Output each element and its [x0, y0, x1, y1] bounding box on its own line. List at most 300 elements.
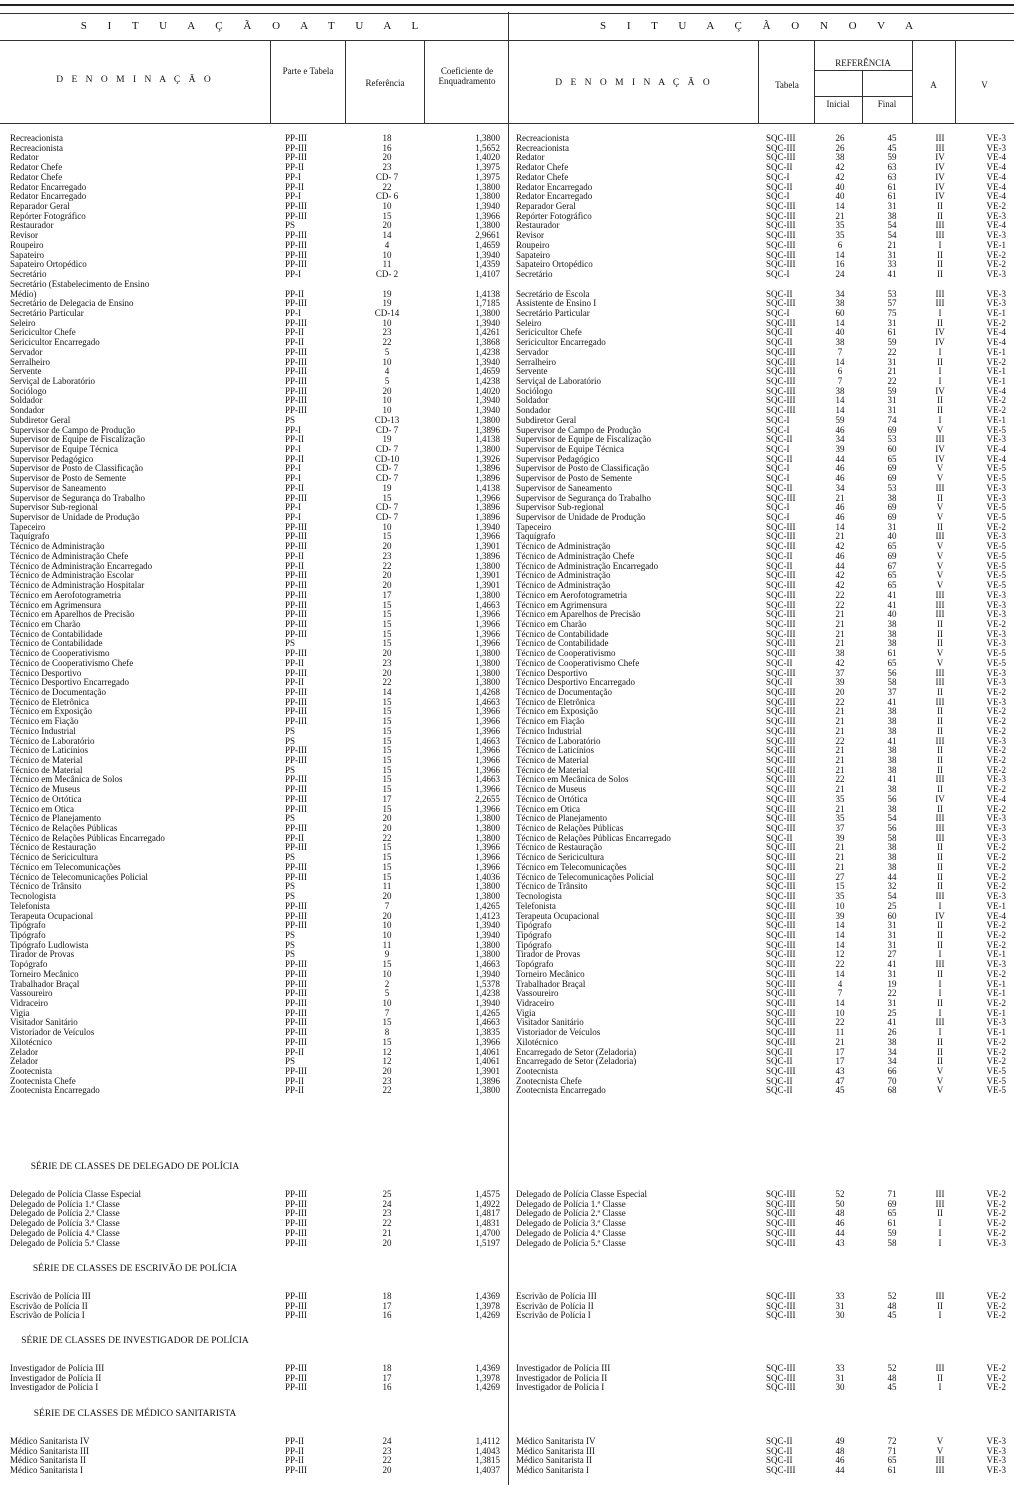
parte-tabela: PP-II	[285, 833, 305, 843]
coeficiente: 1,3800	[475, 678, 500, 688]
ref-inicial: 46	[835, 513, 845, 523]
ref-final: 38	[887, 746, 897, 756]
denominacao-nova: Supervisor de Segurança do Trabalho	[516, 493, 651, 503]
ref-inicial: 14	[835, 998, 845, 1008]
table-row	[0, 562, 1014, 572]
parte-tabela: PP-I	[285, 513, 302, 523]
denominacao-nova: Assistente de Ensino I	[516, 299, 597, 309]
referencia-atual: 15	[382, 804, 392, 814]
denominacao-atual: Seleiro	[10, 318, 36, 328]
ref-inicial: 21	[835, 862, 845, 872]
coeficiente: 1,3901	[475, 571, 500, 581]
denominacao-nova: Técnico de Administração Encarregado	[516, 561, 659, 571]
referencia-atual: 15	[382, 1018, 392, 1028]
referencia-atual: CD- 7	[375, 425, 399, 435]
parte-tabela: PP-II	[285, 182, 305, 192]
denominacao-atual: Delegado de Polícia 3.ª Classe	[10, 1219, 120, 1229]
tabela-nova: SQC-III	[766, 240, 796, 250]
referencia-atual: 15	[382, 600, 392, 610]
parte-tabela: PP-III	[285, 1373, 307, 1383]
referencia-atual: 19	[382, 289, 392, 299]
denominacao-atual: Redator	[10, 153, 39, 163]
ref-inicial: 30	[835, 1383, 845, 1393]
referencia-atual: 20	[382, 221, 392, 231]
referencia-atual: 15	[382, 960, 392, 970]
denominacao-nova: Supervisor de Equipe de Fiscalização	[516, 435, 651, 445]
tabela-nova: SQC-III	[766, 707, 796, 717]
ref-inicial: 21	[835, 853, 845, 863]
table-row	[0, 1456, 1014, 1466]
referencia-atual: 15	[382, 639, 392, 649]
denominacao-nova: Técnico em Charão	[516, 619, 587, 629]
ref-inicial: 16	[835, 260, 845, 270]
ref-inicial: 21	[835, 765, 845, 775]
col-v: VE-1	[986, 979, 1006, 989]
ref-final: 54	[887, 892, 897, 902]
ref-final: 38	[887, 785, 897, 795]
parte-tabela: PP-III	[285, 386, 307, 396]
ref-final: 38	[887, 619, 897, 629]
col-a: V	[936, 513, 944, 523]
table-row	[0, 970, 1014, 980]
col-a: II	[937, 270, 943, 280]
table-row	[0, 290, 1014, 300]
denominacao-nova: Técnico de Contabilidade	[516, 639, 609, 649]
col-a: V	[936, 551, 944, 561]
tabela-nova: SQC-II	[766, 1076, 793, 1086]
tabela-nova: SQC-III	[766, 522, 796, 532]
ref-final: 53	[887, 483, 897, 493]
ref-final: 38	[887, 765, 897, 775]
coeficiente: 1,7185	[475, 299, 500, 309]
tabela-nova: SQC-III	[766, 590, 796, 600]
coeficiente: 1,3800	[475, 221, 500, 231]
parte-tabela: PP-I	[285, 445, 302, 454]
final-header: Final	[877, 99, 897, 109]
ref-final: 41	[887, 1018, 897, 1028]
ref-final: 56	[887, 794, 897, 804]
referencia-atual: 20	[382, 649, 392, 659]
table-row	[0, 1364, 1014, 1374]
table-row	[0, 338, 1014, 348]
coeficiente: 1,3800	[475, 882, 500, 892]
denominacao-atual: Investigador de Polícia III	[10, 1364, 105, 1373]
denominacao-atual: Técnico em Aerofotogrametria	[10, 590, 121, 600]
tabela-nova: SQC-II	[766, 1437, 793, 1446]
parte-tabela: PP-III	[285, 804, 307, 814]
denominacao-atual: Técnico de Museus	[10, 785, 80, 795]
table-row	[0, 1190, 1014, 1200]
ref-final: 38	[887, 211, 897, 221]
referencia-atual: 5	[384, 376, 390, 386]
table-row	[0, 503, 1014, 513]
parte-tabela: PP-III	[285, 1008, 307, 1018]
referencia-atual: 10	[382, 406, 392, 416]
ref-final: 53	[887, 435, 897, 445]
table-row	[0, 834, 1014, 844]
denominacao-nova: Delegado de Polícia 2.ª Classe	[516, 1209, 626, 1219]
coeficiente: 1,5378	[475, 979, 500, 989]
col-v: VE-1	[986, 376, 1006, 386]
parte-tabela: PP-III	[285, 1037, 307, 1047]
tabela-nova: SQC-III	[766, 581, 796, 591]
col-v: VE-4	[986, 386, 1006, 396]
parte-tabela: PP-II	[285, 1437, 305, 1446]
table-row	[0, 571, 1014, 581]
col-v: VE-2	[986, 940, 1006, 950]
col-a: IV	[935, 182, 945, 192]
tabela-nova: SQC-III	[766, 892, 796, 902]
coeficiente: 1,4061	[475, 1057, 500, 1067]
ref-final: 65	[887, 1209, 897, 1219]
ref-inicial: 42	[835, 172, 845, 182]
denominacao-nova: Zootecnista	[516, 1067, 558, 1076]
coeficiente: 1,4261	[475, 328, 500, 338]
col-a: II	[937, 785, 943, 795]
tabela-nova: SQC-III	[766, 872, 796, 882]
col-a: V	[936, 1437, 944, 1446]
tabela-nova: SQC-III	[766, 794, 796, 804]
tabela-nova: SQC-II	[766, 483, 793, 493]
ref-inicial: 35	[835, 794, 845, 804]
referencia-atual: 20	[382, 571, 392, 581]
table-row	[0, 649, 1014, 659]
coeficiente: 2,9661	[475, 231, 500, 241]
referencia-atual: 15	[382, 775, 392, 785]
parte-tabela: PS	[285, 639, 296, 649]
ref-inicial: 50	[835, 1199, 845, 1209]
referencia-atual: 15	[382, 736, 392, 746]
coeficiente: 1,3940	[475, 921, 500, 931]
ref-inicial: 26	[835, 143, 845, 153]
table-row	[0, 717, 1014, 727]
denominacao-nova: Redator	[516, 153, 545, 163]
tabela-nova: SQC-III	[766, 785, 796, 795]
ref-final: 31	[887, 930, 897, 940]
parte-tabela: PP-III	[285, 134, 307, 143]
parte-tabela: PP-III	[285, 240, 307, 250]
col-v: VE-2	[986, 522, 1006, 532]
ref-inicial: 38	[835, 338, 845, 348]
ref-final: 53	[887, 289, 897, 299]
table-row	[0, 902, 1014, 912]
col-a: II	[937, 882, 943, 892]
parte-tabela: PP-III	[285, 901, 307, 911]
denominacao-nova: Recreacionista	[516, 134, 569, 143]
ref-inicial: 49	[835, 1437, 845, 1446]
tabela-nova: SQC-III	[766, 1301, 796, 1311]
coeficiente: 1,4037	[475, 1466, 500, 1476]
tabela-nova: SQC-III	[766, 765, 796, 775]
table-row	[0, 669, 1014, 679]
ref-final: 54	[887, 221, 897, 231]
table-row	[0, 630, 1014, 640]
col-v: VE-2	[986, 619, 1006, 629]
denominacao-atual: Topógrafo	[10, 960, 48, 970]
ref-nova-header: REFERÊNCIA	[835, 58, 891, 68]
parte-tabela: PP-II	[285, 1446, 305, 1456]
parte-tabela: PP-II	[285, 551, 305, 561]
denominacao-atual: Serralheiro	[10, 357, 50, 367]
col-a: I	[938, 950, 942, 960]
tabela-nova: SQC-III	[766, 1383, 796, 1393]
col-v: VE-1	[986, 1028, 1006, 1038]
col-v: VE-4	[986, 172, 1006, 182]
series-title: SÉRIE DE CLASSES DE INVESTIGADOR DE POLÍCIA	[21, 1336, 249, 1346]
col-a: I	[938, 1228, 942, 1238]
denominacao-nova: Vidraceiro	[516, 998, 554, 1008]
ref-final: 65	[887, 542, 897, 552]
tabela-nova: SQC-III	[766, 1190, 796, 1199]
ref-final: 56	[887, 668, 897, 678]
referencia-atual: 18	[382, 1292, 392, 1301]
col-a: II	[937, 1037, 943, 1047]
ref-inicial: 22	[835, 697, 845, 707]
coeficiente: 1,4123	[475, 911, 500, 921]
col-v: VE-2	[986, 726, 1006, 736]
table-row	[0, 775, 1014, 785]
left-section-title: S I T U A Ç Ã O A T U A L	[80, 20, 428, 32]
tabela-nova: SQC-III	[766, 1219, 796, 1229]
col-v: VE-2	[986, 687, 1006, 697]
referencia-atual: 5	[384, 989, 390, 999]
denominacao-nova: Técnico de Laboratório	[516, 736, 601, 746]
ref-inicial: 6	[837, 240, 843, 250]
tabela-nova: SQC-III	[766, 668, 796, 678]
denominacao-nova: Tipógrafo	[516, 930, 552, 940]
denominacao-nova: Redator Encarregado	[516, 192, 593, 202]
coeficiente: 1,4020	[475, 386, 500, 396]
table-row	[0, 348, 1014, 358]
parte-tabela: PP-I	[285, 474, 302, 484]
denominacao-atual: Médico Sanitarista I	[10, 1466, 83, 1476]
tabela-nova: SQC-III	[766, 1018, 796, 1028]
col-v: VE-3	[986, 678, 1006, 688]
coeficiente: 1,3940	[475, 406, 500, 416]
table-row	[0, 999, 1014, 1009]
denominacao-atual: Técnico Industrial	[10, 726, 76, 736]
series-table	[0, 1292, 1014, 1321]
col-a: II	[937, 629, 943, 639]
ref-inicial: 48	[835, 1446, 845, 1456]
col-a: I	[938, 240, 942, 250]
col-v: VE-4	[986, 328, 1006, 338]
parte-tabela: PS	[285, 930, 296, 940]
tabela-nova: SQC-II	[766, 435, 793, 445]
tabela-nova: SQC-III	[766, 386, 796, 396]
col-a: V	[936, 1086, 944, 1096]
col-v: VE-1	[986, 901, 1006, 911]
coeficiente: 1,3940	[475, 250, 500, 260]
col-v: VE-3	[986, 231, 1006, 241]
col-v: VE-2	[986, 1301, 1006, 1311]
col-a: II	[937, 746, 943, 756]
denominacao-atual: Secretário de Delegacia de Ensino	[10, 299, 134, 309]
col-v: VE-1	[986, 415, 1006, 425]
tabela-nova: SQC-III	[766, 406, 796, 416]
ref-final: 48	[887, 1373, 897, 1383]
parte-tabela: PP-III	[285, 697, 307, 707]
table-row	[0, 1437, 1014, 1447]
coeficiente: 1,3815	[475, 1456, 500, 1466]
ref-final: 65	[887, 454, 897, 464]
tabela-nova: SQC-I	[766, 270, 790, 280]
col-v: VE-3	[986, 824, 1006, 834]
col-v: VE-2	[986, 396, 1006, 406]
denominacao-atual: Investigador de Polícia I	[10, 1383, 99, 1393]
referencia-atual: CD- 2	[375, 270, 399, 280]
ref-inicial: 46	[835, 503, 845, 513]
coeficiente: 1,4020	[475, 153, 500, 163]
coeficiente: 1,3835	[475, 1028, 500, 1038]
col-v: VE-2	[986, 921, 1006, 931]
coeficiente: 1,3978	[475, 1373, 500, 1383]
parte-tabela: PP-III	[285, 1018, 307, 1028]
ref-inicial: 21	[835, 843, 845, 853]
denominacao-atual: Técnico em Fiação	[10, 717, 79, 727]
table-row	[0, 144, 1014, 154]
ref-inicial: 22	[835, 1018, 845, 1028]
ref-final: 31	[887, 940, 897, 950]
table-row	[0, 931, 1014, 941]
denominacao-atual: Redator Chefe	[10, 163, 63, 173]
tabela-nova: SQC-III	[766, 969, 796, 979]
coeficiente: 1,4265	[475, 901, 500, 911]
ref-final: 31	[887, 998, 897, 1008]
table-row	[0, 1009, 1014, 1019]
table-row	[0, 474, 1014, 484]
col-a: III	[935, 299, 945, 309]
ref-final: 69	[887, 464, 897, 474]
col-v: VE-3	[986, 892, 1006, 902]
denominacao-atual: Servador	[10, 347, 43, 357]
table-row	[0, 377, 1014, 387]
denominacao-atual: Técnico de Material	[10, 756, 83, 765]
table-row	[0, 1028, 1014, 1038]
parte-tabela: PS	[285, 892, 296, 902]
tabela-header: Tabela	[775, 80, 799, 90]
col-a: IV	[935, 445, 945, 454]
parte-tabela: PP-III	[285, 969, 307, 979]
coeficiente: 1,3966	[475, 532, 500, 542]
referencia-atual: 20	[382, 542, 392, 552]
ref-final: 31	[887, 969, 897, 979]
tabela-nova: SQC-II	[766, 1086, 793, 1096]
parte-tabela: PP-III	[285, 960, 307, 970]
denominacao-atual: Técnico de Administração Encarregado	[10, 561, 153, 571]
denominacao-atual: Vistoriador de Veículos	[10, 1028, 95, 1038]
coeficiente: 1,4831	[475, 1219, 500, 1229]
referencia-atual: 15	[382, 746, 392, 756]
denominacao-nova: Técnico em Aparelhos de Precisão	[516, 610, 641, 620]
table-row	[0, 183, 1014, 193]
ref-inicial: 47	[835, 1076, 845, 1086]
col-a: II	[937, 862, 943, 872]
tabela-nova: SQC-III	[766, 911, 796, 921]
denominacao-nova: Terapeuta Ocupacional	[516, 911, 600, 921]
coeficiente: 1,4359	[475, 260, 500, 270]
referencia-atual: 2	[384, 979, 390, 989]
tabela-nova: SQC-III	[766, 1037, 796, 1047]
header-rule-1	[0, 13, 1014, 14]
tabela-nova: SQC-III	[766, 396, 796, 406]
table-row	[0, 1086, 1014, 1096]
denominacao-atual: Xilotécnico	[10, 1037, 52, 1047]
denominacao-atual: Técnico em Agrimensura	[10, 600, 101, 610]
denominacao-nova: Técnico de Cooperativismo Chefe	[516, 658, 640, 668]
parte-tabela: PP-I	[285, 172, 302, 182]
series-table	[0, 1364, 1014, 1393]
table-row	[0, 464, 1014, 474]
col-a: II	[937, 1209, 943, 1219]
col-a: IV	[935, 911, 945, 921]
col-v: VE-2	[986, 853, 1006, 863]
denominacao-nova: Tapeceiro	[516, 522, 552, 532]
denominacao-atual: Delegado de Polícia 4.ª Classe	[10, 1228, 120, 1238]
referencia-atual: 22	[382, 1219, 392, 1229]
col-a: I	[938, 1028, 942, 1038]
ref-inicial: 14	[835, 921, 845, 931]
coeficiente: 1,4663	[475, 775, 500, 785]
denominacao-nova: Serralheiro	[516, 357, 556, 367]
col-v: VE-2	[986, 998, 1006, 1008]
tabela-nova: SQC-III	[766, 804, 796, 814]
denominacao-atual: Técnico de Ortótica	[10, 794, 82, 804]
tabela-nova: SQC-III	[766, 221, 796, 231]
ref-final: 60	[887, 445, 897, 454]
table-row	[0, 620, 1014, 630]
denominacao-atual: Delegado de Polícia 2.ª Classe	[10, 1209, 120, 1219]
col-a: I	[938, 979, 942, 989]
parte-tabela: PP-I	[285, 503, 302, 513]
col-a: IV	[935, 172, 945, 182]
tabela-nova: SQC-III	[766, 542, 796, 552]
denominacao-nova: Técnico de Administração Chefe	[516, 551, 635, 561]
tabela-nova: SQC-III	[766, 619, 796, 629]
tabela-nova: SQC-III	[766, 347, 796, 357]
col-v: VE-4	[986, 445, 1006, 454]
col-a: I	[938, 901, 942, 911]
ref-inicial: 14	[835, 940, 845, 950]
coeficiente: 1,3966	[475, 707, 500, 717]
denom-header-left: D E N O M I N A Ç Ã O	[56, 75, 214, 85]
ref-inicial: 20	[835, 687, 845, 697]
denominacao-nova: Delegado de Polícia 1.ª Classe	[516, 1199, 626, 1209]
table-row	[0, 445, 1014, 455]
tabela-nova: SQC-III	[766, 299, 796, 309]
col-v: VE-3	[986, 532, 1006, 542]
ref-inicial: 43	[835, 1238, 845, 1248]
denominacao-atual: Delegado de Polícia 5.ª Classe	[10, 1238, 120, 1248]
referencia-atual: 10	[382, 202, 392, 212]
parte-tabela: PP-III	[285, 610, 307, 620]
ref-final: 31	[887, 406, 897, 416]
col-v: VE-3	[986, 1466, 1006, 1476]
denominacao-atual: Técnico em Ótica	[10, 804, 74, 814]
table-row	[0, 221, 1014, 231]
referencia-atual: CD-14	[374, 308, 400, 318]
parte-tabela: PP-III	[285, 571, 307, 581]
parte-header: Parte e Tabela	[282, 66, 334, 76]
denominacao-atual: Médio)	[10, 289, 37, 299]
col-a: IV	[935, 153, 945, 163]
coeficiente: 1,3940	[475, 998, 500, 1008]
denominacao-nova: Técnico Desportivo Encarregado	[516, 678, 635, 688]
denominacao-atual: Técnico de Relações Públicas Encarregado	[10, 833, 165, 843]
tabela-nova: SQC-II	[766, 454, 793, 464]
tabela-nova: SQC-I	[766, 464, 790, 474]
ref-inicial: 27	[835, 872, 845, 882]
